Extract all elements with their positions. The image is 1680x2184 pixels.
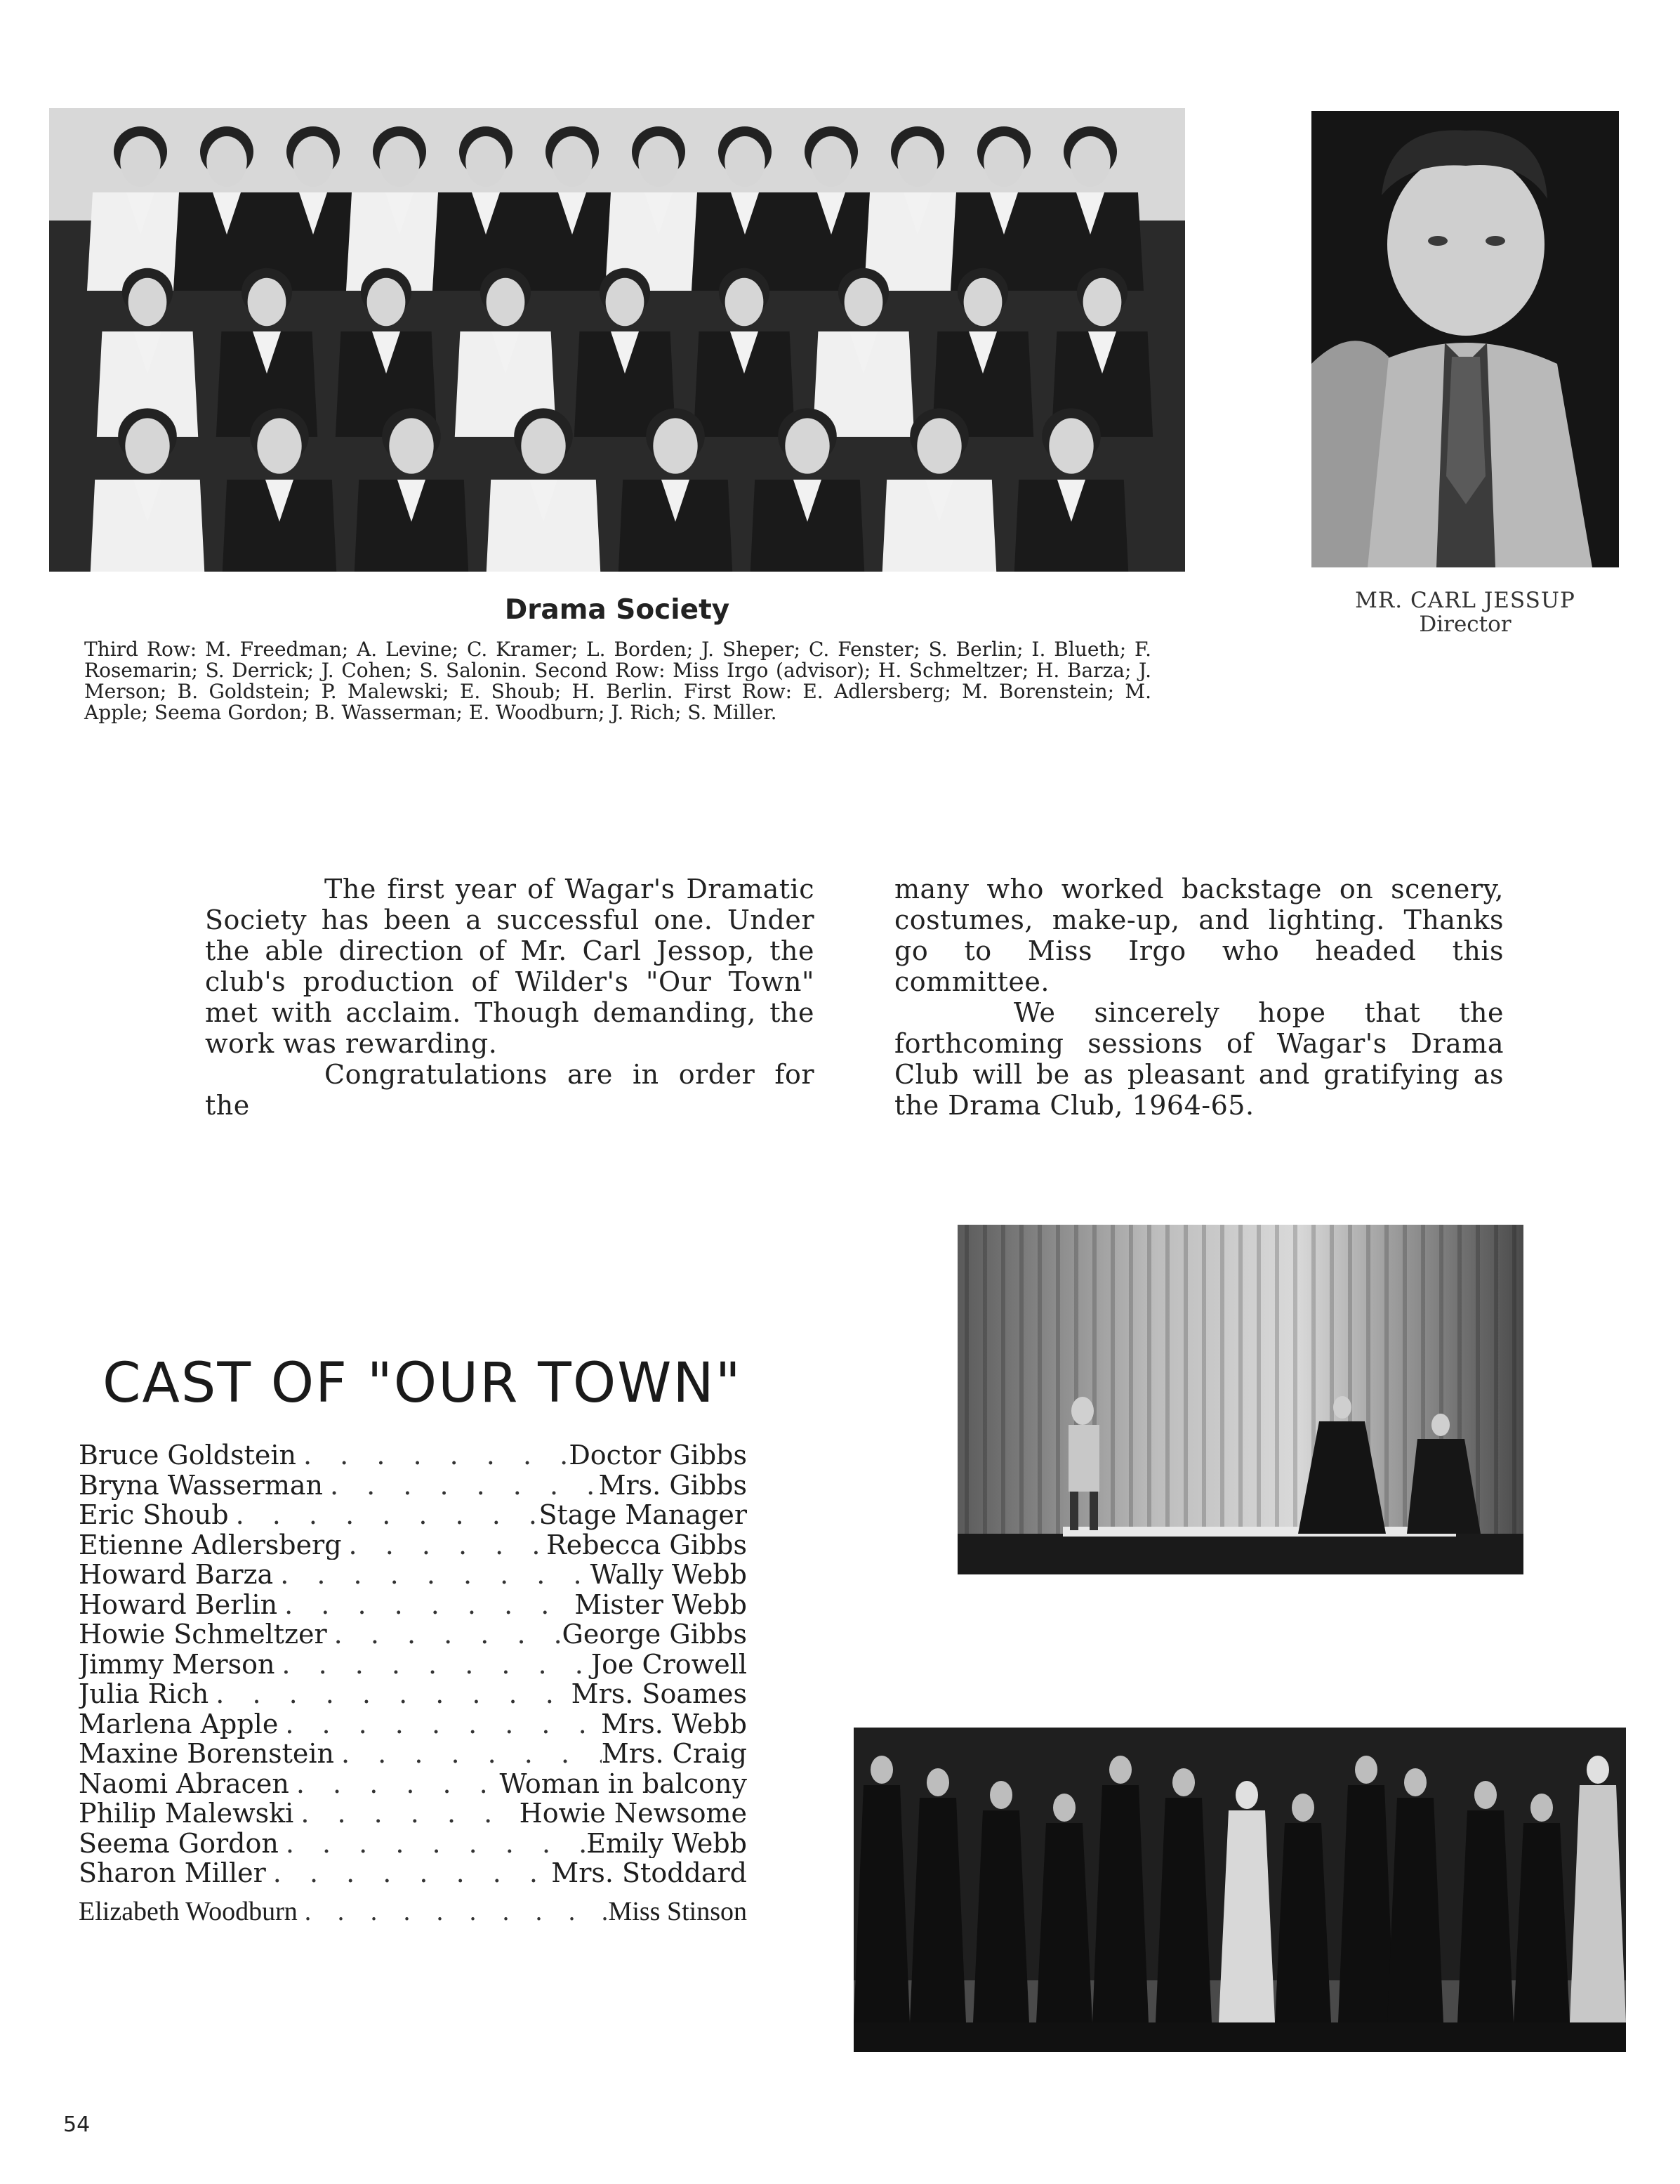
cast-member-row <box>79 1798 747 1829</box>
cast-member-row <box>79 1530 747 1560</box>
cast-role-name: Mrs. Webb <box>601 1709 747 1739</box>
leader-dots <box>273 1560 590 1590</box>
leader-dots <box>323 1471 599 1501</box>
cast-actor-name: Sharon Miller <box>79 1858 266 1888</box>
cast-actor-name: Marlena Apple <box>79 1709 279 1739</box>
leader-dots <box>229 1500 539 1530</box>
stage-photo-cast <box>854 1728 1626 2052</box>
cast-member-row <box>79 1590 747 1620</box>
cast-role-name: Mister Webb <box>574 1589 747 1619</box>
page-number: 54 <box>63 2112 91 2137</box>
leader-dots <box>298 1897 609 1927</box>
cast-role-name: Wally Webb <box>590 1560 747 1590</box>
cast-actor-name: Bryna Wasserman <box>79 1470 323 1500</box>
leader-dots <box>279 1829 586 1859</box>
article-paragraph: We sincerely hope that the forthcoming sessions of Wagar's Drama Club will be as pleasant and gratifying as the Drama Club, 1964-65. <box>894 997 1504 1121</box>
cast-member-row <box>79 1739 747 1769</box>
cast-list <box>79 1440 747 1926</box>
cast-actor-name: Elizabeth Woodburn <box>79 1896 298 1926</box>
cast-title: CAST OF "OUR TOWN" <box>102 1352 742 1415</box>
cast-member-row <box>79 1619 747 1650</box>
leader-dots <box>278 1709 601 1739</box>
leader-dots <box>266 1858 552 1888</box>
stage-photo-curtain-image <box>958 1225 1523 1574</box>
director-portrait-photo <box>1311 111 1619 567</box>
cast-role-name: Mrs. Craig <box>601 1739 747 1769</box>
leader-dots <box>342 1530 547 1560</box>
cast-actor-name: Seema Gordon <box>79 1828 279 1858</box>
leader-dots <box>296 1440 569 1471</box>
leader-dots <box>327 1619 562 1650</box>
cast-actor-name: Philip Malewski <box>79 1798 294 1829</box>
drama-society-group-photo <box>49 108 1185 572</box>
cast-member-row <box>79 1769 747 1799</box>
cast-member-row <box>79 1500 747 1530</box>
cast-member-row <box>79 1679 747 1709</box>
portrait-image <box>1311 111 1619 567</box>
cast-role-name: Miss Stinson <box>608 1896 747 1926</box>
cast-member-row <box>79 1471 747 1501</box>
article-right-column <box>894 874 1504 1121</box>
cast-role-name: Joe Crowell <box>590 1649 747 1679</box>
cast-actor-name: Howard Barza <box>79 1560 274 1590</box>
group-photo-image <box>49 108 1185 572</box>
cast-role-name: Stage Manager <box>538 1500 747 1530</box>
cast-member-row <box>79 1709 747 1739</box>
cast-role-name: Mrs. Soames <box>571 1679 747 1709</box>
cast-role-name: Mrs. Stoddard <box>551 1858 747 1888</box>
cast-member-row <box>79 1897 747 1927</box>
cast-actor-name: Julia Rich <box>79 1679 209 1709</box>
cast-member-row <box>79 1829 747 1859</box>
cast-actor-name: Eric Shoub <box>79 1500 229 1530</box>
director-caption <box>1306 588 1625 636</box>
cast-actor-name: Howie Schmeltzer <box>79 1619 327 1650</box>
drama-society-names: Third Row: M. Freedman; A. Levine; C. Kramer; L. Borden; J. Sheper; C. Fenster; S. Berlin; I. Blueth; F. Rosemarin; S. Derrick; J. Cohen; S. Salonin. Second Row: Miss Irgo (advisor); H. Schmeltzer; H. Barza; J. Merson; B. Goldstein; P. Malewski; E. Shoub; H. Berlin. First Row: E. Adlersberg; M. Borenstein; M. Apple; Seema Gordon; B. Wasserman; E. Woodburn; J. Rich; S. Miller. <box>84 638 1151 724</box>
cast-member-row <box>79 1560 747 1590</box>
cast-member-row <box>79 1650 747 1680</box>
cast-member-row <box>79 1440 747 1471</box>
cast-actor-name: Naomi Abracen <box>79 1768 289 1798</box>
leader-dots <box>293 1798 519 1829</box>
drama-society-title: Drama Society <box>504 594 730 626</box>
leader-dots <box>275 1650 590 1680</box>
cast-role-name: George Gibbs <box>562 1619 747 1650</box>
cast-role-name: Rebecca Gibbs <box>546 1530 747 1560</box>
article-paragraph: Congratulations are in order for the <box>205 1059 814 1121</box>
article-paragraph: The first year of Wagar's Dramatic Society has been a successful one. Under the able direction of Mr. Carl Jessop, the club's production of Wilder's "Our Town" met with acclaim. Though demanding, the work was rewarding. <box>205 874 814 1059</box>
cast-member-row <box>79 1858 747 1888</box>
cast-role-name: Doctor Gibbs <box>569 1440 747 1471</box>
stage-photo-cast-image <box>854 1728 1626 2052</box>
director-name: MR. CARL JESSUP <box>1355 588 1575 613</box>
cast-role-name: Emily Webb <box>586 1828 747 1858</box>
leader-dots <box>277 1590 574 1620</box>
cast-role-name: Howie Newsome <box>519 1798 747 1829</box>
article-left-column <box>205 874 814 1121</box>
director-role: Director <box>1419 612 1512 637</box>
cast-actor-name: Bruce Goldstein <box>79 1440 297 1471</box>
cast-actor-name: Etienne Adlersberg <box>79 1530 342 1560</box>
cast-role-name: Woman in balcony <box>499 1768 747 1798</box>
cast-actor-name: Maxine Borenstein <box>79 1739 335 1769</box>
cast-actor-name: Howard Berlin <box>79 1589 278 1619</box>
cast-role-name: Mrs. Gibbs <box>598 1470 747 1500</box>
article-paragraph: many who worked backstage on scenery, costumes, make-up, and lighting. Thanks go to Miss Irgo who headed this committee. <box>894 874 1504 997</box>
leader-dots <box>334 1739 602 1769</box>
cast-actor-name: Jimmy Merson <box>79 1649 275 1679</box>
leader-dots <box>289 1769 500 1799</box>
leader-dots <box>209 1679 571 1709</box>
stage-photo-curtain <box>958 1225 1523 1574</box>
